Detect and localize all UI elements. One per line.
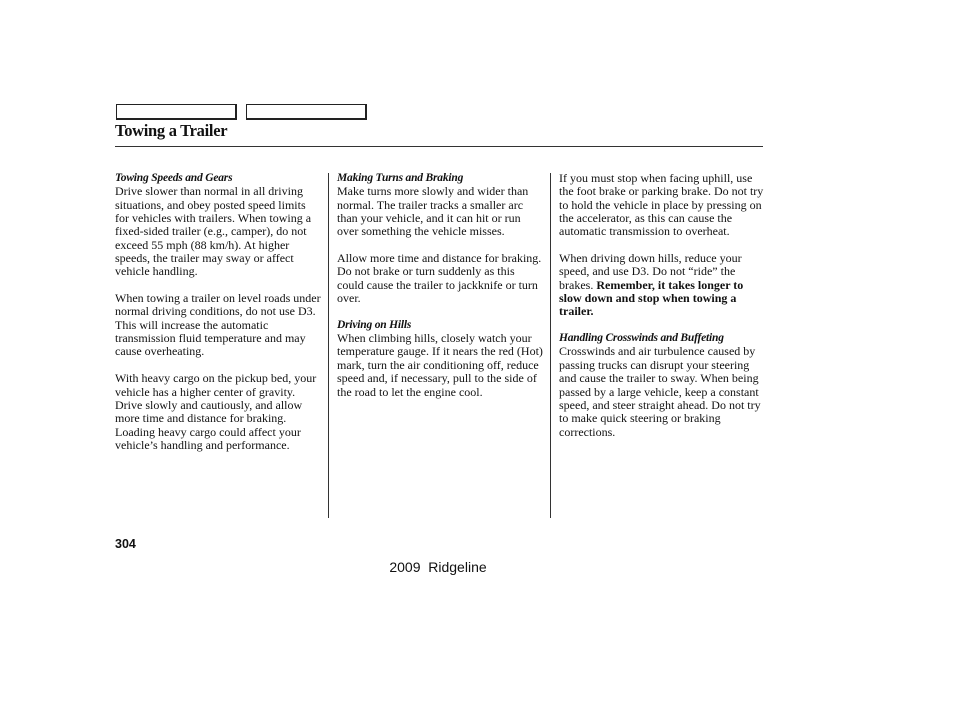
section-heading-crosswinds: Handling Crosswinds and Buffeting <box>559 332 724 345</box>
section-heading-driving-hills: Driving on Hills <box>337 318 412 331</box>
paragraph: When towing a trailer on level roads under normal driving conditions, do not use D3. This will increase the automatic transmission fluid temperature and may cause overheating. <box>115 291 321 359</box>
paragraph: Drive slower than normal in all driving situations, and obey posted speed limits for vehicles with trailers. When towing a fixed-sided trailer (e.g., camper), do not exceed 55 mph (88 km/h). At higher speeds, the trailer may sway or affect vehicle handling. <box>115 184 312 279</box>
section-heading-towing-speeds: Towing Speeds and Gears <box>115 172 233 184</box>
section-heading-turns-braking: Making Turns and Braking <box>337 172 464 184</box>
paragraph: When climbing hills, closely watch your temperature gauge. If it nears the red (Hot) mark, turn the air conditioning off, reduce speed and, if necessary, pull to the side of the road to let the engine cool. <box>337 331 543 399</box>
text-column-2 <box>337 172 543 399</box>
paragraph-text: When driving down hills, reduce your speed, and use D3. Do not “ride” the brakes. <box>559 251 742 292</box>
footer-model: 2009 Ridgeline <box>389 559 487 575</box>
nav-tab-box-1[interactable] <box>116 104 237 120</box>
paragraph: With heavy cargo on the pickup bed, your vehicle has a higher center of gravity. Drive slowly and cautiously, and allow more time and distance for braking. Loading heavy cargo could affect your vehicle’s handling and performance. <box>115 371 317 452</box>
paragraph: Crosswinds and air turbulence caused by passing trucks can disrupt your steering and cause the trailer to sway. When being passed by a large vehicle, keep a constant speed, and steer straight ahead. Do not try to make quick steering or braking corrections. <box>559 344 761 439</box>
nav-tab-box-2[interactable] <box>246 104 367 120</box>
column-divider <box>550 173 551 518</box>
title-divider <box>115 146 763 147</box>
paragraph-emphasis: Remember, it takes longer to slow down and stop when towing a trailer. <box>559 277 744 319</box>
text-column-1 <box>115 172 321 452</box>
paragraph: If you must stop when facing uphill, use the foot brake or parking brake. Do not try to hold the vehicle in place by pressing on the accelerator, as this can cause the automatic transmission to overheat. <box>559 171 764 239</box>
paragraph: Make turns more slowly and wider than normal. The trailer tracks a smaller arc than your vehicle, and it can hit or run over something the vehicle misses. <box>337 184 529 239</box>
paragraph: Allow more time and distance for braking. Do not brake or turn suddenly as this could cause the trailer to jackknife or turn over. <box>337 251 542 306</box>
page-title: Towing a Trailer <box>115 121 228 140</box>
text-column-3 <box>559 172 765 439</box>
paragraph <box>559 252 765 319</box>
column-divider <box>328 173 329 518</box>
page-number: 304 <box>115 537 136 551</box>
